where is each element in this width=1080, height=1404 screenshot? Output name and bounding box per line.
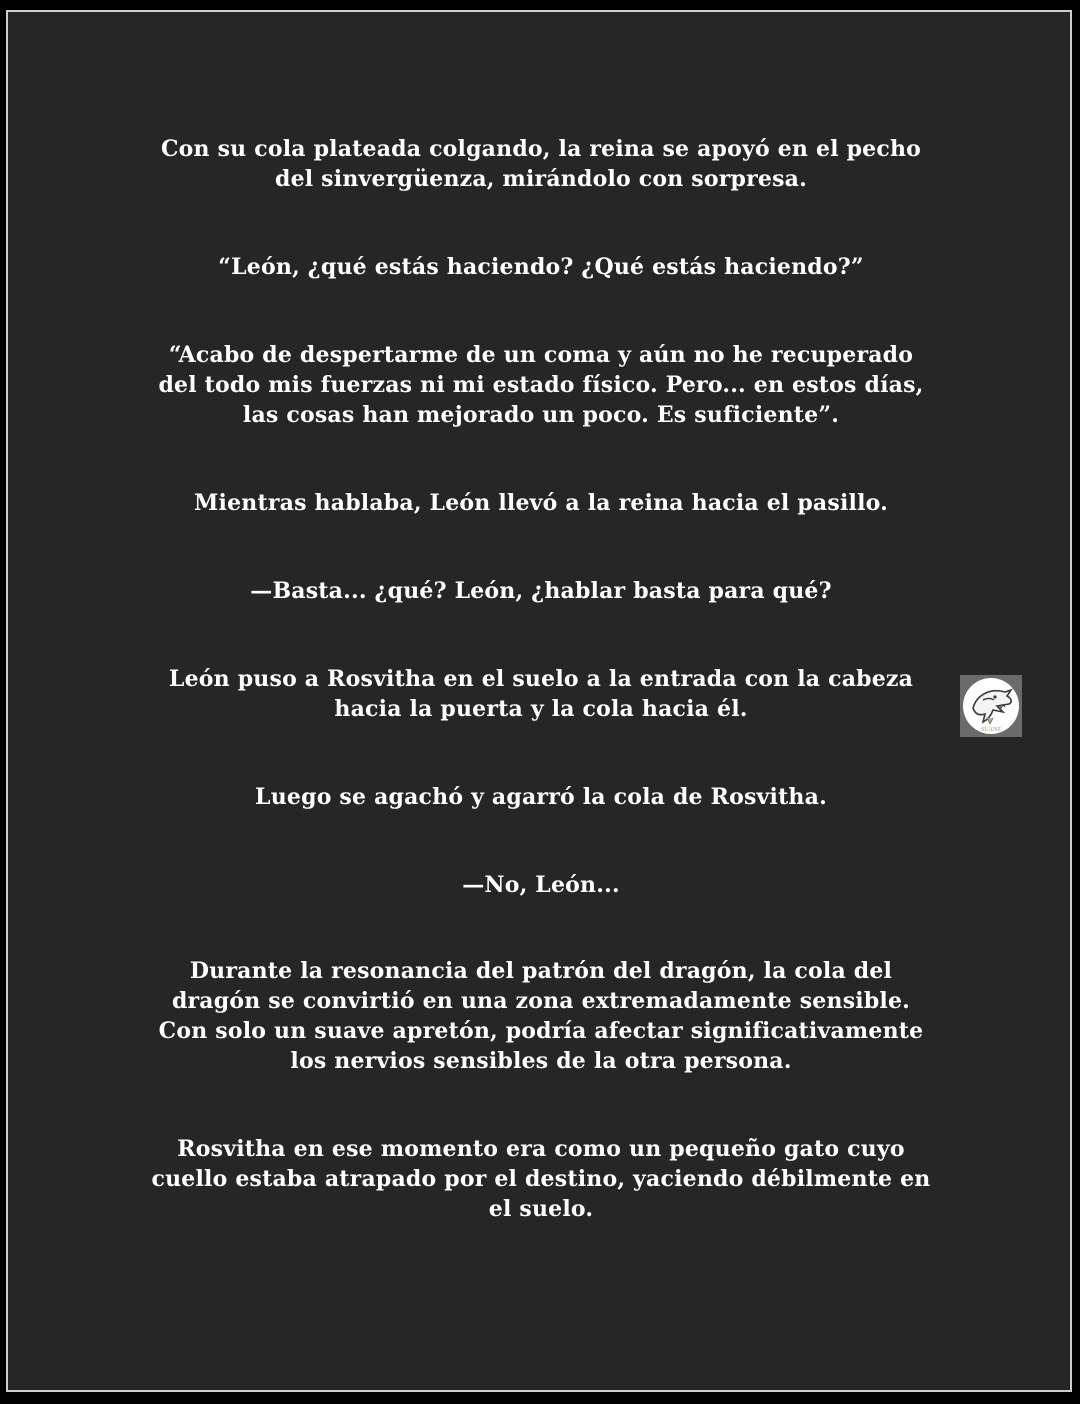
paragraph-line: dragón se convirtió en una zona extremadamente sensible. xyxy=(171,988,911,1014)
paragraph-line: Con solo un suave apretón, podría afectar significativamente xyxy=(158,1018,924,1044)
paragraph-line: —No, León... xyxy=(462,872,620,898)
paragraph-line: “León, ¿qué estás haciendo? ¿Qué estás haciendo?” xyxy=(218,254,864,280)
paragraph-line: Con su cola plateada colgando, la reina se apoyó en el pecho xyxy=(160,136,922,162)
paragraph-line: Rosvitha en ese momento era como un pequeño gato cuyo xyxy=(177,1136,905,1162)
paragraph-line: los nervios sensibles de la otra persona. xyxy=(290,1048,792,1074)
paragraph-2 xyxy=(8,252,1074,282)
paragraph-10 xyxy=(8,1134,1074,1224)
paragraph-line: León puso a Rosvitha en el suelo a la entrada con la cabeza xyxy=(168,666,914,692)
paragraph-line: del todo mis fuerzas ni mi estado físico. Pero... en estos días, xyxy=(158,372,924,398)
page-frame xyxy=(6,10,1072,1392)
paragraph-line: Durante la resonancia del patrón del dragón, la cola del xyxy=(189,958,893,984)
dragon-head-icon xyxy=(963,678,1019,734)
paragraph-5 xyxy=(8,576,1074,606)
watermark-text: SUANZ xyxy=(980,727,1002,733)
paragraph-line: cuello estaba atrapado por el destino, yaciendo débilmente en xyxy=(151,1166,931,1192)
paragraph-line: las cosas han mejorado un poco. Es suficiente”. xyxy=(242,402,840,428)
paragraph-3 xyxy=(8,340,1074,430)
paragraph-line: —Basta... ¿qué? León, ¿hablar basta para qué? xyxy=(250,578,832,604)
paragraph-8 xyxy=(8,870,1074,900)
paragraph-line: del sinvergüenza, mirándolo con sorpresa. xyxy=(274,166,807,192)
watermark-logo xyxy=(960,675,1022,737)
paragraph-6 xyxy=(8,664,1074,724)
paragraph-line: Luego se agachó y agarró la cola de Rosvitha. xyxy=(255,784,827,810)
paragraph-7 xyxy=(8,782,1074,812)
paragraph-line: Mientras hablaba, León llevó a la reina hacia el pasillo. xyxy=(194,490,888,516)
paragraph-1 xyxy=(8,134,1074,194)
paragraph-4 xyxy=(8,488,1074,518)
paragraph-line: el suelo. xyxy=(488,1196,594,1222)
paragraph-line: hacia la puerta y la cola hacia él. xyxy=(334,696,748,722)
paragraph-9 xyxy=(8,956,1074,1076)
paragraph-line: “Acabo de despertarme de un coma y aún no he recuperado xyxy=(168,342,914,368)
